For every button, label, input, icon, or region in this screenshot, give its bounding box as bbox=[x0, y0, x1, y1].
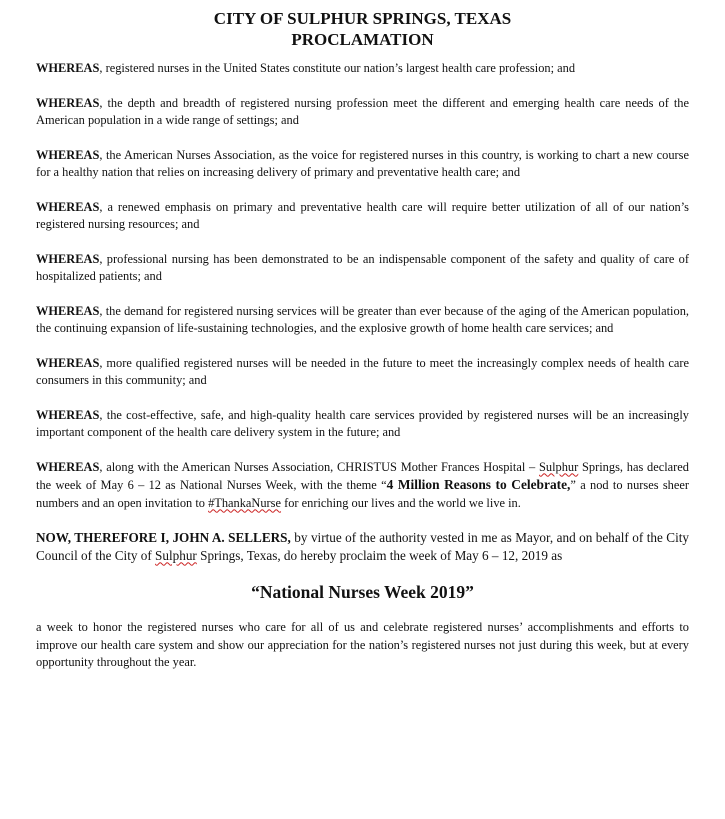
whereas-paragraph-3: WHEREAS, the American Nurses Association, as the voice for registered nurses in this country, is working to chart a new course for a healthy nation that relies on increasing delivery of primary and preventative health care; and bbox=[36, 147, 689, 179]
closing-paragraph: a week to honor the registered nurses who care for all of us and celebrate registered nurses’ accomplishments and efforts to improve our health care system and show our appreciation for the nation’s registered nurses not just during this week, but at every opportunity throughout the year. bbox=[36, 620, 689, 669]
theme-text: 4 Million Reasons to Celebrate, bbox=[386, 477, 571, 492]
title-city: CITY OF SULPHUR SPRINGS, TEXAS bbox=[213, 9, 512, 28]
title-proclamation: PROCLAMATION bbox=[291, 30, 434, 49]
title-block bbox=[36, 8, 689, 50]
whereas-paragraph-6: WHEREAS, the demand for registered nursing services will be greater than ever because of the aging of the American population, the continuing expansion of life-sustaining technologies, and the explosive growth of home health care services; and bbox=[36, 303, 689, 335]
now-therefore-label: NOW, THEREFORE I, JOHN A. SELLERS, bbox=[36, 530, 291, 545]
paragraph-text: the demand for registered nursing services will be greater than ever because of the aging of the American population, the continuing expansion of life-sustaining technologies, and the explosive growth of home health care services; and bbox=[36, 303, 689, 335]
paragraph-text: a renewed emphasis on primary and preventative health care will require better utilization of all of our nation’s registered nursing resources; and bbox=[36, 199, 689, 231]
paragraph-text: registered nurses in the United States constitute our nation’s largest health care profession; and bbox=[105, 61, 576, 75]
spellcheck-word-sulphur: Sulphur bbox=[155, 547, 197, 563]
whereas-label: WHEREAS bbox=[36, 303, 100, 318]
paragraph-text: Springs, has declared the week of May 6 – 12 as National Nurses Week, with the theme “ bbox=[36, 459, 690, 492]
whereas-label: WHEREAS bbox=[36, 61, 100, 75]
paragraph-text: ” a nod to nurses sheer numbers and an open invitation to bbox=[36, 478, 689, 510]
whereas-paragraph-7: WHEREAS, more qualified registered nurses will be needed in the future to meet the increasingly complex needs of health care consumers in this community; and bbox=[36, 355, 689, 387]
national-nurses-week-heading: “National Nurses Week 2019” bbox=[251, 582, 474, 602]
whereas-label: WHEREAS bbox=[36, 407, 100, 422]
paragraph-text: the depth and breadth of registered nursing profession meet the different and emerging health care needs of the American population in a wide range of settings; and bbox=[36, 95, 689, 127]
whereas-paragraph-9: WHEREAS, along with the American Nurses Association, CHRISTUS Mother Frances Hospital – Sulphur Springs, has declared the week of May 6 – 12 as National Nurses Week, with the theme “4 Million Reasons to Celebrate,” a nod to nurses sheer numbers and an open invitation to #ThankaNurse for enriching our lives and the world we live in. bbox=[36, 459, 690, 510]
whereas-label: WHEREAS bbox=[36, 199, 100, 214]
whereas-label: WHEREAS bbox=[36, 459, 100, 474]
now-therefore-paragraph bbox=[36, 529, 689, 564]
whereas-label: WHEREAS bbox=[36, 147, 100, 162]
paragraph-text: professional nursing has been demonstrated to be an indispensable component of the safety and quality of care of hospitalized patients; and bbox=[36, 251, 689, 283]
whereas-label: WHEREAS bbox=[36, 251, 100, 266]
paragraph-text: by virtue of the authority vested in me as Mayor, and on behalf of the City Council of the City of bbox=[36, 530, 689, 563]
paragraph-text: for enriching our lives and the world we live in. bbox=[281, 495, 521, 510]
whereas-paragraph-5: WHEREAS, professional nursing has been demonstrated to be an indispensable component of the safety and quality of care of hospitalized patients; and bbox=[36, 251, 689, 283]
whereas-label: WHEREAS bbox=[36, 95, 100, 110]
whereas-paragraph-4: WHEREAS, a renewed emphasis on primary and preventative health care will require better utilization of all of our nation’s registered nursing resources; and bbox=[36, 199, 689, 231]
whereas-paragraph-2: WHEREAS, the depth and breadth of registered nursing profession meet the different and emerging health care needs of the American population in a wide range of settings; and bbox=[36, 95, 689, 127]
whereas-paragraph-1: WHEREAS, registered nurses in the United States constitute our nation’s largest health care profession; and bbox=[36, 61, 576, 75]
paragraph-text: more qualified registered nurses will be needed in the future to meet the increasingly complex needs of health care consumers in this community; and bbox=[36, 355, 689, 387]
paragraph-text: along with the American Nurses Association, CHRISTUS Mother Frances Hospital – bbox=[106, 459, 539, 474]
whereas-label: WHEREAS bbox=[36, 355, 100, 370]
paragraph-text: the American Nurses Association, as the voice for registered nurses in this country, is working to chart a new course for a healthy nation that relies on increasing delivery of primary and preventative health care; and bbox=[36, 147, 689, 179]
hashtag-thankanurse: #ThankaNurse bbox=[208, 495, 282, 510]
paragraph-text: the cost-effective, safe, and high-quality health care services provided by registered nurses will be an increasingly important component of the health care delivery system in the future; and bbox=[36, 407, 689, 439]
whereas-paragraph-8: WHEREAS, the cost-effective, safe, and high-quality health care services provided by registered nurses will be an increasingly important component of the health care delivery system in the future; and bbox=[36, 407, 689, 439]
spellcheck-word-sulphur: Sulphur bbox=[539, 459, 579, 474]
paragraph-text: Springs, Texas, do hereby proclaim the week of May 6 – 12, 2019 as bbox=[196, 547, 563, 563]
